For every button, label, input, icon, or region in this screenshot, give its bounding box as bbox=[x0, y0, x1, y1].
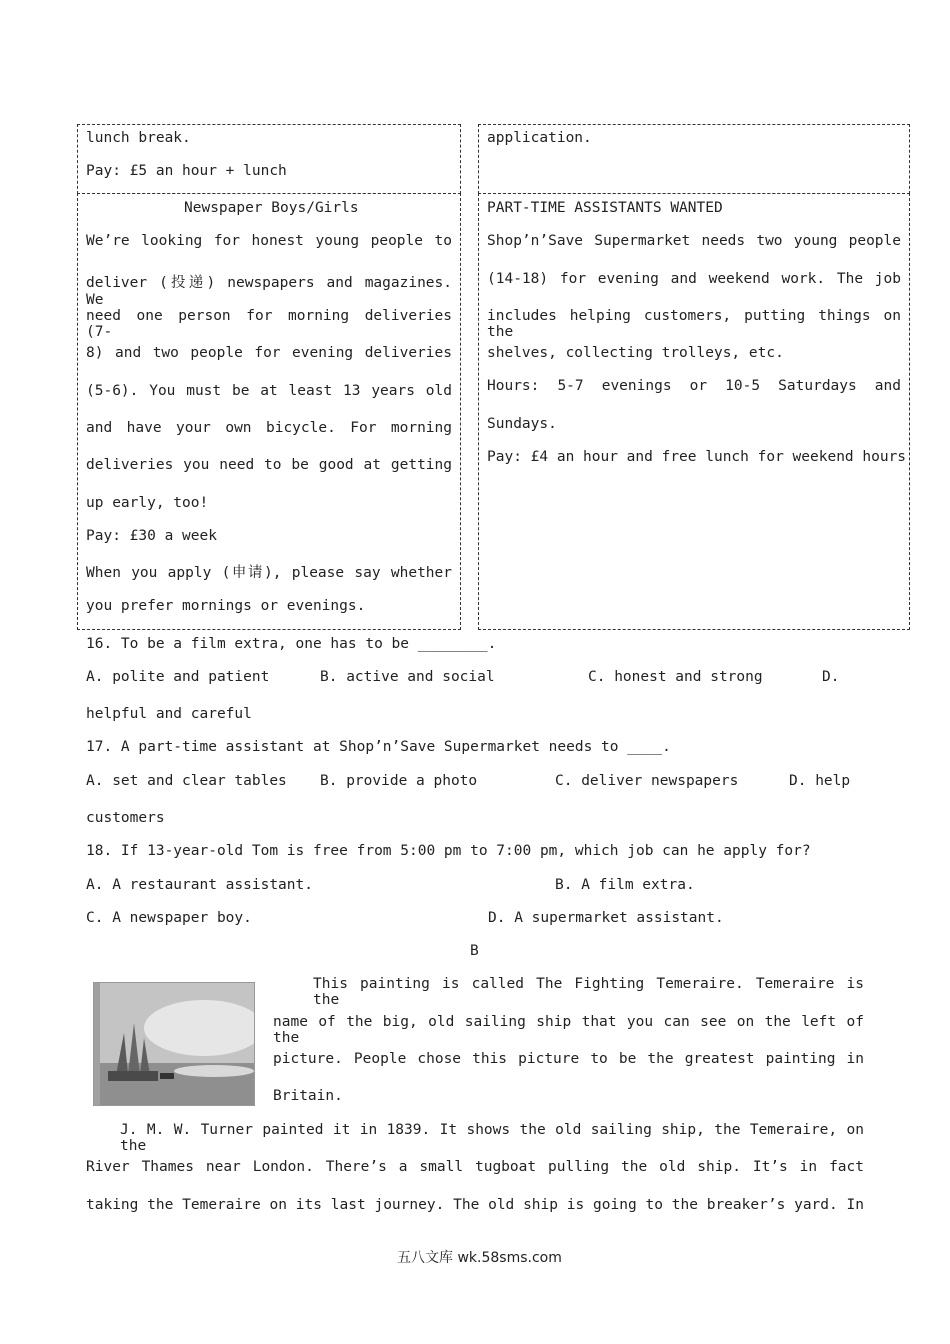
supermarket-ad-hours: Hours: 5-7 evenings or 10-5 Saturdays and bbox=[487, 378, 901, 394]
question-17-stem: 17. A part-time assistant at Shop’n’Save Supermarket needs to ____. bbox=[86, 739, 671, 755]
newspaper-ad-line: (5-6). You must be at least 13 years old bbox=[86, 383, 452, 399]
supermarket-ad-title: PART-TIME ASSISTANTS WANTED bbox=[487, 200, 723, 216]
newspaper-ad-pay: Pay: £30 a week bbox=[86, 528, 217, 544]
section-b-body-line: River Thames near London. There’s a small tugboat pulling the old ship. It’s in fact bbox=[86, 1159, 864, 1175]
section-b-intro-line: Britain. bbox=[273, 1088, 343, 1104]
question-17-option-d-text: customers bbox=[86, 810, 165, 826]
fighting-temeraire-painting bbox=[93, 982, 255, 1106]
footer-watermark: 五八文库 wk.58sms.com bbox=[397, 1250, 562, 1266]
question-16-option-d: D. bbox=[822, 669, 840, 685]
top-left-line-2: Pay: £5 an hour + lunch bbox=[86, 163, 287, 179]
question-16-stem: 16. To be a film extra, one has to be ________. bbox=[86, 636, 497, 652]
supermarket-ad-line: Sundays. bbox=[487, 416, 557, 432]
newspaper-ad bbox=[77, 193, 461, 630]
question-18-option-d: D. A supermarket assistant. bbox=[488, 910, 724, 926]
supermarket-ad bbox=[478, 193, 910, 630]
section-b-intro-line: name of the big, old sailing ship that you can see on the left of the bbox=[273, 1014, 864, 1046]
question-17-option-d: D. help bbox=[789, 773, 851, 789]
question-16-option-b: B. active and social bbox=[320, 669, 495, 685]
top-left-box bbox=[77, 124, 461, 194]
painting-sketch bbox=[94, 983, 255, 1106]
question-17-option-a: A. set and clear tables bbox=[86, 773, 287, 789]
question-17-option-b: B. provide a photo bbox=[320, 773, 478, 789]
supermarket-ad-line: shelves, collecting trolleys, etc. bbox=[487, 345, 784, 361]
supermarket-ad-pay: Pay: £4 an hour and free lunch for weekend hours bbox=[487, 449, 907, 465]
question-16-option-a: A. polite and patient bbox=[86, 669, 270, 685]
newspaper-ad-line: and have your own bicycle. For morning bbox=[86, 420, 452, 436]
newspaper-ad-line: deliver (投递) newspapers and magazines. We bbox=[86, 275, 452, 308]
supermarket-ad-line: Shop’n’Save Supermarket needs two young people bbox=[487, 233, 901, 249]
question-18-option-a: A. A restaurant assistant. bbox=[86, 877, 313, 893]
question-18-option-c: C. A newspaper boy. bbox=[86, 910, 252, 926]
newspaper-ad-line: When you apply (申请), please say whether bbox=[86, 565, 452, 581]
question-16-option-c: C. honest and strong bbox=[588, 669, 763, 685]
newspaper-ad-line: deliveries you need to be good at getting bbox=[86, 457, 452, 473]
top-right-box bbox=[478, 124, 910, 194]
top-left-line-1: lunch break. bbox=[86, 130, 191, 146]
newspaper-ad-line: up early, too! bbox=[86, 495, 209, 511]
question-17-option-c: C. deliver newspapers bbox=[555, 773, 739, 789]
supermarket-ad-line: includes helping customers, putting things on the bbox=[487, 308, 901, 340]
newspaper-ad-line: We’re looking for honest young people to bbox=[86, 233, 452, 249]
question-18-option-b: B. A film extra. bbox=[555, 877, 695, 893]
newspaper-ad-title: Newspaper Boys/Girls bbox=[184, 200, 359, 216]
section-b-intro-line: picture. People chose this picture to be the greatest painting in bbox=[273, 1051, 864, 1067]
question-16-option-d-text: helpful and careful bbox=[86, 706, 252, 722]
newspaper-ad-line: 8) and two people for evening deliveries bbox=[86, 345, 452, 361]
section-b-heading: B bbox=[470, 943, 479, 959]
newspaper-ad-line: need one person for morning deliveries (7- bbox=[86, 308, 452, 340]
question-18-stem: 18. If 13-year-old Tom is free from 5:00 pm to 7:00 pm, which job can he apply for? bbox=[86, 843, 811, 859]
supermarket-ad-line: (14-18) for evening and weekend work. The job bbox=[487, 271, 901, 287]
top-right-line-1: application. bbox=[487, 130, 592, 146]
section-b-body-line: J. M. W. Turner painted it in 1839. It shows the old sailing ship, the Temeraire, on the bbox=[120, 1122, 864, 1154]
newspaper-ad-line: you prefer mornings or evenings. bbox=[86, 598, 366, 614]
section-b-intro-line: This painting is called The Fighting Temeraire. Temeraire is the bbox=[313, 976, 864, 1008]
section-b-body-line: taking the Temeraire on its last journey. The old ship is going to the breaker’s yard. In bbox=[86, 1197, 864, 1213]
